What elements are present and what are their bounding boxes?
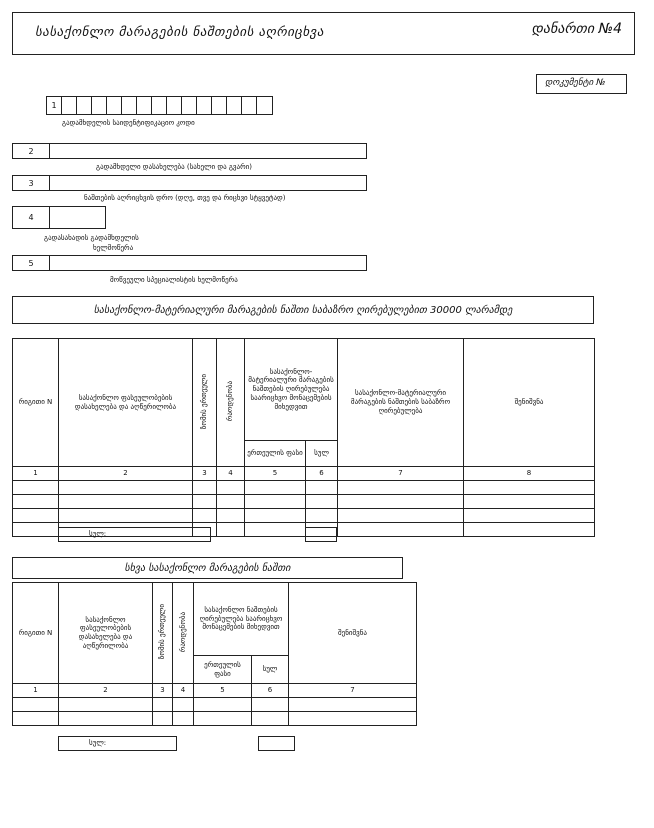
id-cell[interactable]	[62, 97, 77, 114]
table-cell[interactable]	[59, 698, 153, 712]
table-cell[interactable]	[306, 481, 338, 495]
header-quantity-text: რაოდენობა	[178, 611, 187, 652]
section-1-title: სასაქონლო-მატერიალური მარაგების ნაშთი საბაზრო ღირებულებით 30000 ლარამდე	[93, 304, 513, 316]
table-cell[interactable]	[464, 509, 595, 523]
section-2-total-row	[58, 736, 177, 751]
section-2-title: სხვა სასაქონლო მარაგების ნაშთი	[124, 562, 291, 574]
table-cell[interactable]	[464, 495, 595, 509]
id-cell[interactable]	[107, 97, 122, 114]
specialist-signature-field[interactable]	[12, 255, 367, 271]
field-5-number: 5	[13, 256, 50, 270]
table-cell[interactable]	[194, 712, 252, 726]
header-unit-price: ერთეულის ფასი	[245, 441, 306, 467]
table-cell[interactable]	[252, 698, 289, 712]
field-4-number: 4	[13, 207, 50, 228]
id-cell[interactable]	[122, 97, 137, 114]
table-cell[interactable]	[245, 495, 306, 509]
table-cell[interactable]	[59, 509, 193, 523]
header-row-number: რიგითი N	[13, 339, 59, 467]
table-cell[interactable]	[338, 523, 464, 537]
table-cell[interactable]	[217, 523, 245, 537]
table-cell[interactable]	[289, 698, 417, 712]
header-note: შენიშვნა	[289, 583, 417, 684]
header-box	[12, 12, 635, 55]
section-1-total-label: სულ:	[89, 530, 107, 538]
table-cell[interactable]	[245, 523, 306, 537]
column-number: 6	[252, 684, 289, 698]
column-number: 1	[13, 467, 59, 481]
header-market-value: სასაქონლო-მატერიალური მარაგების ნაშთების საბაზრო ღირებულება	[338, 339, 464, 467]
table-row[interactable]	[13, 495, 595, 509]
table-cell[interactable]	[289, 712, 417, 726]
field-4-caption-line1: გადასახადის გადამხდელის	[44, 234, 139, 242]
field-2-number: 2	[13, 144, 50, 158]
header-accounting-value: სასაქონლო-მატერიალური მარაგების ნაშთების ღირებულება საარიცხვო მონაცემების მიხედვით	[245, 339, 338, 441]
id-cell[interactable]	[152, 97, 167, 114]
column-number: 1	[13, 684, 59, 698]
column-number: 2	[59, 684, 153, 698]
column-number: 6	[306, 467, 338, 481]
id-cell[interactable]	[242, 97, 257, 114]
id-cell[interactable]	[182, 97, 197, 114]
table-cell[interactable]	[245, 481, 306, 495]
section-1-title-box	[12, 296, 594, 324]
id-cell-number: 1	[47, 97, 62, 114]
id-code-cells[interactable]	[46, 96, 273, 115]
id-cell[interactable]	[227, 97, 242, 114]
header-unit	[193, 339, 217, 467]
header-unit-price: ერთეულის ფასი	[194, 656, 252, 684]
id-cell[interactable]	[257, 97, 272, 114]
column-number: 7	[289, 684, 417, 698]
table-cell[interactable]	[59, 481, 193, 495]
table-row[interactable]	[13, 712, 417, 726]
column-number: 4	[217, 467, 245, 481]
table-cell[interactable]	[13, 481, 59, 495]
table-row[interactable]	[13, 698, 417, 712]
table-cell[interactable]	[13, 495, 59, 509]
table-cell[interactable]	[13, 509, 59, 523]
document-number-box[interactable]	[536, 74, 627, 94]
table-cell[interactable]	[252, 712, 289, 726]
column-number: 3	[153, 684, 173, 698]
payer-name-field[interactable]	[12, 143, 367, 159]
appendix-label: დანართი №4	[531, 21, 622, 37]
table-cell[interactable]	[153, 698, 173, 712]
id-cell[interactable]	[137, 97, 152, 114]
table-cell[interactable]	[194, 698, 252, 712]
table-row[interactable]	[13, 481, 595, 495]
column-number: 5	[194, 684, 252, 698]
table-cell[interactable]	[217, 481, 245, 495]
table-cell[interactable]	[245, 509, 306, 523]
inventory-date-field[interactable]	[12, 175, 367, 191]
header-total: სულ	[306, 441, 338, 467]
column-number: 3	[193, 467, 217, 481]
header-item-description: სასაქონლო ფასეულობების დასახელება და აღწერილობა	[59, 339, 193, 467]
table-cell[interactable]	[306, 509, 338, 523]
table-cell[interactable]	[193, 509, 217, 523]
table-cell[interactable]	[193, 481, 217, 495]
table-cell[interactable]	[464, 481, 595, 495]
id-cell[interactable]	[77, 97, 92, 114]
column-number: 4	[173, 684, 194, 698]
section-1-total-sum[interactable]	[305, 527, 337, 542]
table-cell[interactable]	[173, 712, 194, 726]
table-row[interactable]	[13, 509, 595, 523]
column-number: 2	[59, 467, 193, 481]
header-quantity-text: რაოდენობა	[226, 381, 235, 422]
field-1-caption: გადამხდელის საიდენტიფიკაციო კოდი	[62, 119, 195, 127]
id-cell[interactable]	[197, 97, 212, 114]
header-unit	[153, 583, 173, 684]
table-cell[interactable]	[217, 509, 245, 523]
id-cell[interactable]	[92, 97, 107, 114]
section-2-table	[12, 582, 417, 726]
document-number-label: დოკუმენტი №	[545, 78, 606, 88]
section-1-total-row	[58, 527, 211, 542]
table-cell[interactable]	[338, 509, 464, 523]
table-cell[interactable]	[59, 712, 153, 726]
field-4-caption-line2: ხელმოწერა	[93, 244, 134, 252]
column-number: 7	[338, 467, 464, 481]
table-cell[interactable]	[13, 712, 59, 726]
field-3-number: 3	[13, 176, 50, 190]
field-2-caption: გადამხდელი დასახელება (სახელი და გვარი)	[96, 163, 253, 171]
section-2-title-box	[12, 557, 403, 579]
table-cell[interactable]	[306, 495, 338, 509]
id-cell[interactable]	[167, 97, 182, 114]
header-quantity	[173, 583, 194, 684]
header-accounting-value: სასაქონლო ნაშთების ღირებულება საარიცხვო მონაცემების მიხედვით	[194, 583, 289, 656]
header-total: სულ	[252, 656, 289, 684]
table-cell[interactable]	[193, 495, 217, 509]
table-cell[interactable]	[153, 712, 173, 726]
section-1-table	[12, 338, 595, 537]
header-row-number: რიგითი N	[13, 583, 59, 684]
table-cell[interactable]	[217, 495, 245, 509]
header-unit-text: ზომის ერთეული	[200, 373, 209, 429]
section-2-total-label: სულ:	[89, 739, 107, 747]
table-cell[interactable]	[464, 523, 595, 537]
form-title: სასაქონლო მარაგების ნაშთების აღრიცხვა	[35, 25, 324, 40]
field-5-caption: მოწვეული სპეციალისტის ხელმოწერა	[110, 276, 238, 284]
table-cell[interactable]	[173, 698, 194, 712]
table-cell[interactable]	[59, 495, 193, 509]
id-cell[interactable]	[212, 97, 227, 114]
column-number: 8	[464, 467, 595, 481]
header-quantity	[217, 339, 245, 467]
table-cell[interactable]	[338, 481, 464, 495]
table-cell[interactable]	[338, 495, 464, 509]
header-unit-text: ზომის ერთეული	[158, 604, 167, 660]
field-3-caption: ნაშთების აღრიცხვის დრო (დღე, თვე და რიცხვი სტყვეტად)	[84, 194, 286, 202]
header-item-description: სასაქონლო ფასეულობების დასახელება და აღწერილობა	[59, 583, 153, 684]
section-2-total-sum[interactable]	[258, 736, 295, 751]
header-note: შენიშვნა	[464, 339, 595, 467]
table-cell[interactable]	[13, 523, 59, 537]
column-number: 5	[245, 467, 306, 481]
table-cell[interactable]	[13, 698, 59, 712]
payer-signature-field[interactable]	[12, 206, 106, 229]
